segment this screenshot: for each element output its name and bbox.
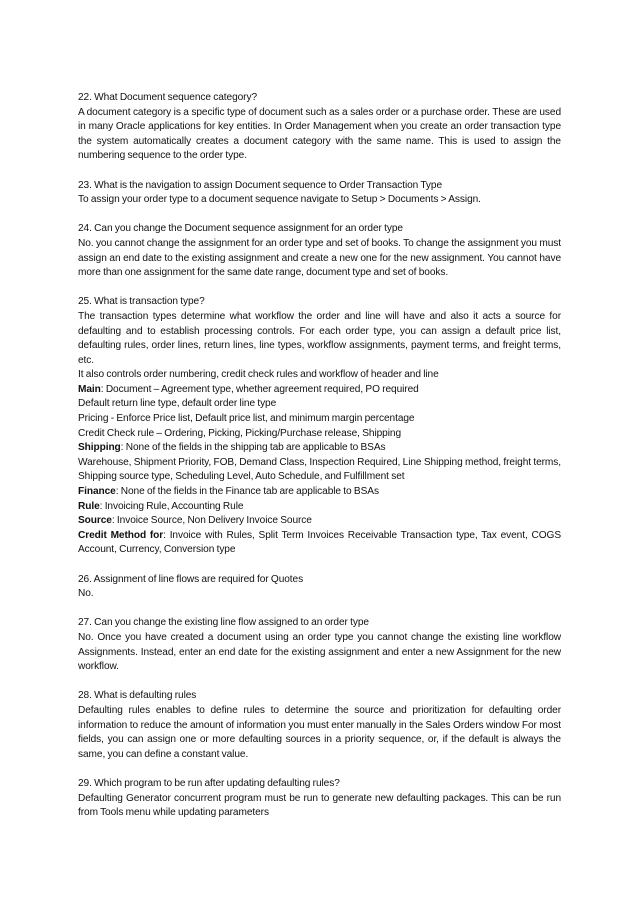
qa-section-26 — [78, 573, 561, 602]
detail-line — [78, 456, 561, 485]
question-heading: 29. Which program to be run after updating defaulting rules? — [78, 777, 340, 789]
detail-text: : Invoice Source, Non Delivery Invoice Source — [111, 515, 312, 527]
qa-section-23 — [78, 179, 561, 208]
detail-text: Pricing - Enforce Price list, Default price list, and minimum margin percentage — [78, 413, 415, 425]
detail-text: : None of the fields in the Finance tab are applicable to BSAs — [115, 486, 379, 498]
detail-label: Source — [78, 515, 112, 527]
detail-label: Shipping — [78, 442, 121, 454]
answer-paragraph: No. — [78, 588, 94, 600]
detail-text: : None of the fields in the shipping tab are applicable to BSAs — [120, 442, 386, 454]
answer-paragraph: No. Once you have created a document using an order type you cannot change the existing line workflow Assignments. Instead, enter an end date for the existing assignment and enter a new Assignment for the new workflow. — [78, 631, 561, 673]
detail-line-source — [78, 514, 561, 529]
answer-paragraph: Defaulting Generator concurrent program must be run to generate new defaulting packages. This can be run from Tools menu while updating parameters — [78, 792, 561, 819]
detail-text: : Invoice with Rules, Split Term Invoices Receivable Transaction type, Tax event, COGS Account, Currency, Conversion type — [78, 529, 561, 556]
qa-section-29 — [78, 777, 561, 821]
question-heading: 24. Can you change the Document sequence assignment for an order type — [78, 223, 403, 235]
detail-text: : Invoicing Rule, Accounting Rule — [99, 500, 244, 512]
detail-line — [78, 427, 561, 442]
answer-paragraph: It also controls order numbering, credit check rules and workflow of header and line — [78, 369, 439, 381]
detail-text: : Document – Agreement type, whether agreement required, PO required — [100, 383, 419, 395]
question-heading: 27. Can you change the existing line flow assigned to an order type — [78, 617, 369, 629]
detail-text: Default return line type, default order line type — [78, 398, 277, 410]
detail-label: Main — [78, 383, 101, 395]
answer-paragraph: No. you cannot change the assignment for an order type and set of books. To change the assignment you must assign an end date to the existing assignment and create a new one for the new assignment. You cannot have more than one assignment for the same date range, document type and set of books. — [78, 237, 561, 279]
detail-line-rule — [78, 500, 561, 515]
qa-section-22 — [78, 91, 561, 164]
detail-line-main — [78, 383, 561, 398]
detail-label: Credit Method for — [78, 529, 164, 541]
question-heading: 26. Assignment of line flows are required for Quotes — [78, 573, 304, 585]
answer-paragraph: To assign your order type to a document sequence navigate to Setup > Documents > Assign. — [78, 194, 481, 206]
document-body — [78, 91, 561, 821]
question-heading: 25. What is transaction type? — [78, 296, 205, 308]
question-heading: 28. What is defaulting rules — [78, 690, 197, 702]
detail-label: Rule — [78, 500, 100, 512]
detail-line — [78, 397, 561, 412]
detail-line — [78, 412, 561, 427]
detail-text: Warehouse, Shipment Priority, FOB, Demand Class, Inspection Required, Line Shipping method, freight terms, Shipping source type, Scheduling Level, Auto Schedule, and Fulfillment set — [78, 456, 561, 483]
detail-line-finance — [78, 485, 561, 500]
answer-paragraph: Defaulting rules enables to define rules to determine the source and prioritization for defaulting order information to reduce the amount of information you must enter manually in the Sales Orders window For most fields, you can assign one or more defaulting sources in a priority sequence, or, if the default is always the same, you can define a constant value. — [78, 704, 561, 760]
detail-label: Finance — [78, 486, 116, 498]
detail-line-shipping — [78, 441, 561, 456]
qa-section-27 — [78, 616, 561, 674]
qa-section-28 — [78, 689, 561, 762]
detail-text: Credit Check rule – Ordering, Picking, Picking/Purchase release, Shipping — [78, 427, 401, 439]
qa-section-24 — [78, 222, 561, 280]
answer-paragraph: A document category is a specific type of document such as a sales order or a purchase order. These are used in many Oracle applications for key entities. In Order Management when you create an order transaction type the system automatically creates a document category with the same name. This is used to assign the numbering sequence to the order type. — [78, 106, 561, 162]
question-heading: 22. What Document sequence category? — [78, 92, 258, 103]
question-heading: 23. What is the navigation to assign Document sequence to Order Transaction Type — [78, 179, 443, 191]
qa-section-25 — [78, 295, 561, 558]
answer-paragraph: The transaction types determine what workflow the order and line will have and also it acts a source for defaulting and to establish processing controls. For each order type, you can assign a default price list, defaulting rules, order lines, return lines, line types, workflow assignments, payment terms, and freight terms, etc. — [78, 310, 561, 366]
detail-line-credit-method — [78, 529, 561, 558]
